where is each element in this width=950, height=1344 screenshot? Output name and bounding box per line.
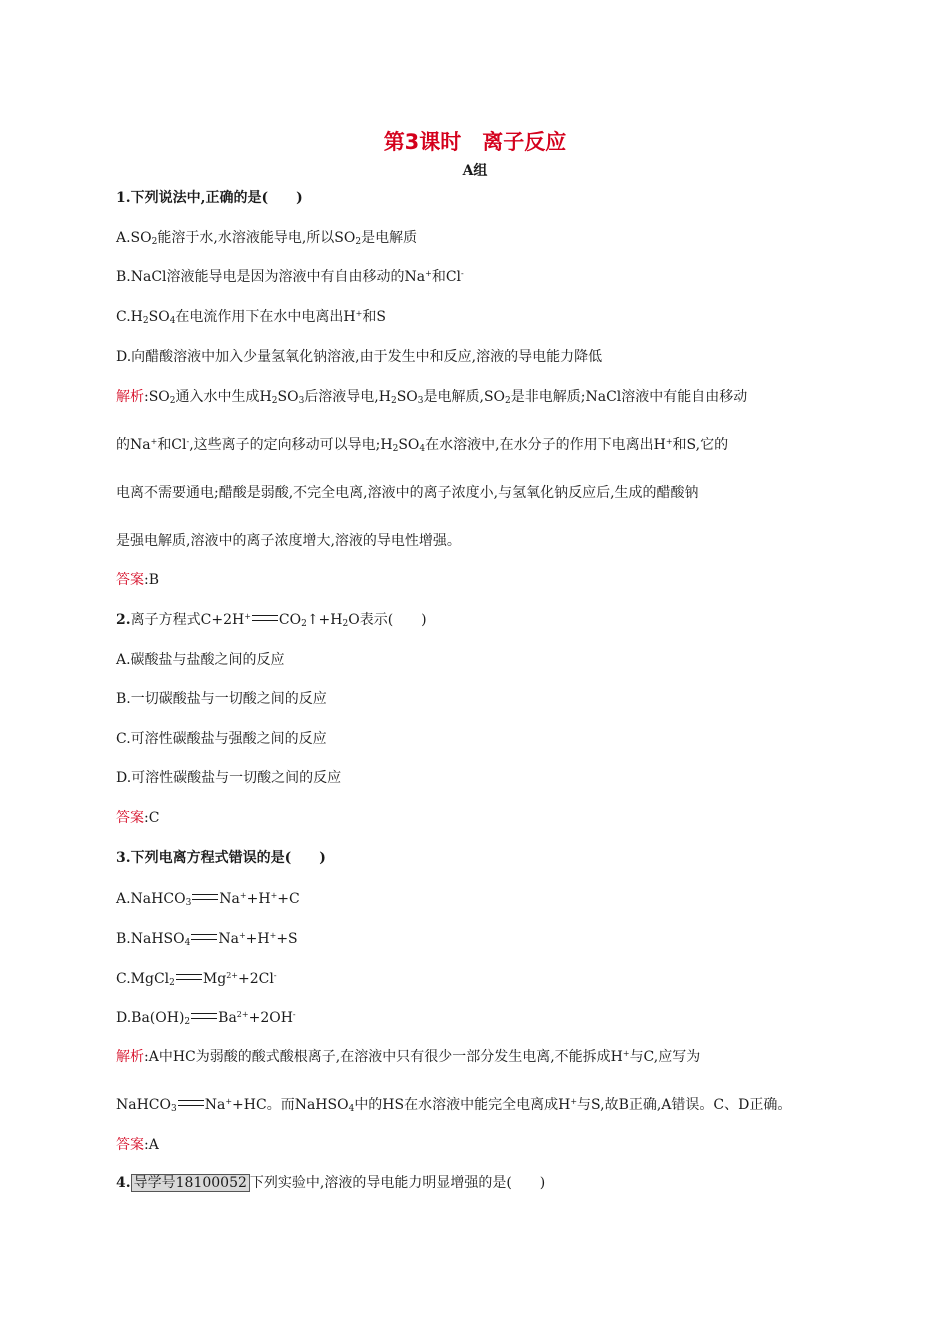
q3-option-a: A.NaHCO$_3$ Na++H++C [116,891,300,908]
q1-option-c: $C.H_2SO_4$在电流作用下在水中电离出H+和S [116,309,386,326]
q3-stem: 3.下列电离方程式错误的是( ) [116,850,326,866]
q3-option-c: C.MgCl$_2$ $Mg^{2+}+2Cl^-$ [116,971,277,988]
equals-sign [178,1100,204,1106]
q1-analysis-line-4: 是强电解质,溶液中的离子浓度增大,溶液的导电性增强。 [116,533,461,549]
q2-option-d: D.可溶性碳酸盐与一切酸之间的反应 [116,770,342,786]
equals-sign [191,934,217,940]
q3-analysis-line-1: 解析:A中HC为弱酸的酸式酸根离子,在溶液中只有很少一部分发生电离,不能拆成H+与C,应写为 [116,1049,701,1065]
q3-option-d: $D.Ba(OH)_2$ $Ba^{2+}+2OH^-$ [116,1010,296,1027]
guide-number-tag[interactable]: 导学号18100052 [131,1174,250,1192]
page-title: 第3课时 离子反应 [383,130,567,154]
q2-answer: 答案:C [116,810,160,826]
equals-sign [191,1013,217,1019]
answer-label: 答案 [116,1137,144,1153]
q2-option-a: A.碳酸盐与盐酸之间的反应 [116,652,285,668]
q1-option-d: D.向醋酸溶液中加入少量氢氧化钠溶液,由于发生中和反应,溶液的导电能力降低 [116,349,603,365]
answer-label: 答案 [116,810,144,826]
q1-stem: 1.下列说法中,正确的是( ) [116,190,303,206]
q1-analysis-line-3: 电离不需要通电;醋酸是弱酸,不完全电离,溶液中的离子浓度小,与氢氧化钠反应后,生成的醋酸钠 [116,485,699,501]
analysis-label: 解析 [116,1049,144,1065]
equals-sign [176,974,202,980]
group-heading: A组 [462,163,488,179]
q4-stem: 4. 导学号18100052 下列实验中,溶液的导电能力明显增强的是( ) [116,1175,546,1191]
analysis-label: 解析 [116,389,144,405]
q2-option-c: C.可溶性碳酸盐与强酸之间的反应 [116,731,327,747]
q1-answer: 答案:B [116,572,160,588]
equals-sign [192,894,218,900]
q1-analysis-line-2: 的Na+和Cl-,这些离子的定向移动可以导电$;H_2SO_4$在水溶液中,在水分子的作用下电离出H+和S,它的 [116,437,729,454]
q2-option-b: B.一切碳酸盐与一切酸之间的反应 [116,691,327,707]
q3-answer: 答案:A [116,1137,159,1153]
q1-analysis-line-1: 解析$:SO_2$通入水中生成$H_2SO_3$后溶液导电$,H_2SO_3$是电解质$,SO_2$是非电解质;NaCl溶液中有能自由移动 [116,389,748,406]
q2-stem: 2.离子方程式C+2H+ $CO_2↑+H_2O$表示( ) [116,612,427,629]
q1-option-b: B.NaCl溶液能导电是因为溶液中有自由移动的Na+和Cl- [116,269,464,285]
q3-analysis-line-2: NaHCO$_3$ Na++HC。而NaHSO$_4$中的HS在水溶液中能完全电离成H+与S,故B正确,A错误。C、D正确。 [116,1097,792,1114]
equals-sign [252,615,278,621]
answer-label: 答案 [116,572,144,588]
q3-option-b: B.NaHSO$_4$ Na++H++S [116,931,298,948]
q1-option-a: $A.SO_2$能溶于水,水溶液能导电,所以$SO_2$是电解质 [116,230,418,247]
